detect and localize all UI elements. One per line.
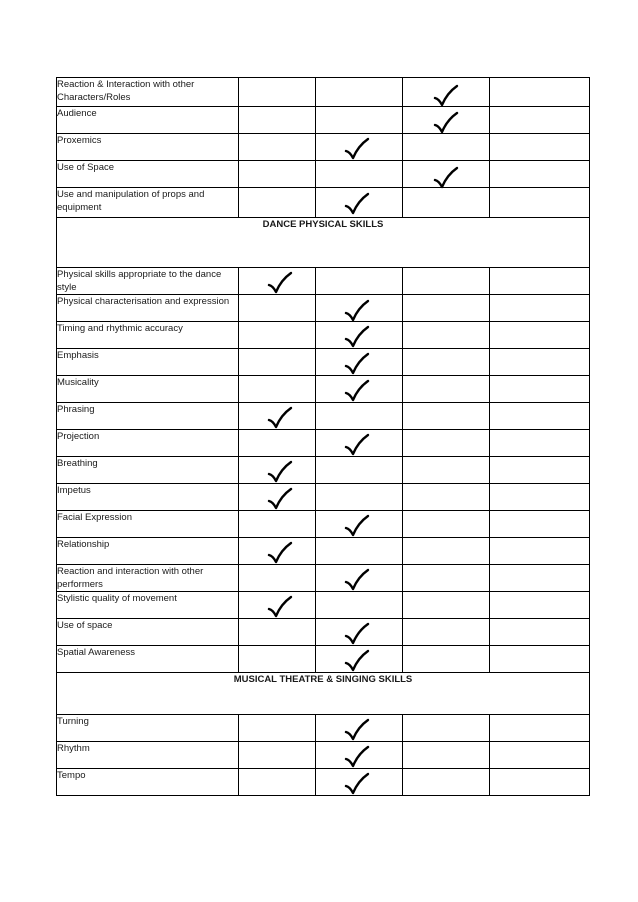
checkmark-icon [267,541,293,565]
rating-cell-2 [316,565,403,592]
rating-cell-3 [403,376,490,403]
skill-label: Physical skills appropriate to the dance style [57,268,239,295]
rating-cell-1 [239,769,316,796]
checkmark-icon [267,595,293,619]
section-heading: MUSICAL THEATRE & SINGING SKILLS [57,673,590,715]
checkmark-icon [344,568,370,592]
rating-cell-1 [239,538,316,565]
skill-label: Timing and rhythmic accuracy [57,322,239,349]
rating-cell-4 [490,430,590,457]
table-row [57,742,590,769]
table-row [57,715,590,742]
rating-cell-3 [403,349,490,376]
rating-cell-2 [316,403,403,430]
checkmark-icon [344,649,370,673]
rating-cell-1 [239,107,316,134]
rating-cell-3 [403,295,490,322]
checkmark-icon [344,772,370,796]
skill-label: Relationship [57,538,239,565]
rating-cell-3 [403,107,490,134]
rating-cell-2 [316,134,403,161]
skill-label: Turning [57,715,239,742]
checkmark-icon [344,325,370,349]
rating-cell-4 [490,161,590,188]
skill-label: Impetus [57,484,239,511]
rating-cell-4 [490,322,590,349]
skill-label: Use of space [57,619,239,646]
rating-cell-1 [239,619,316,646]
table-row [57,646,590,673]
rating-cell-2 [316,646,403,673]
rating-cell-1 [239,322,316,349]
table-row [57,107,590,134]
table-row [57,403,590,430]
rating-cell-2 [316,430,403,457]
rating-cell-4 [490,134,590,161]
rating-cell-3 [403,769,490,796]
rating-cell-2 [316,715,403,742]
rating-cell-3 [403,538,490,565]
checkmark-icon [267,271,293,295]
rating-cell-1 [239,742,316,769]
skill-label: Musicality [57,376,239,403]
checkmark-icon [344,718,370,742]
rating-cell-4 [490,484,590,511]
rating-cell-2 [316,349,403,376]
table-row [57,511,590,538]
rating-cell-4 [490,295,590,322]
section-header-row [57,218,590,268]
rating-cell-4 [490,78,590,107]
table-row [57,457,590,484]
rating-cell-2 [316,322,403,349]
checkmark-icon [344,433,370,457]
rating-cell-2 [316,742,403,769]
rating-cell-1 [239,715,316,742]
rating-cell-4 [490,619,590,646]
rating-cell-3 [403,484,490,511]
rating-cell-2 [316,107,403,134]
skill-label: Use and manipulation of props and equipment [57,188,239,218]
rating-cell-1 [239,511,316,538]
section-header-row [57,673,590,715]
rating-cell-2 [316,268,403,295]
rating-cell-4 [490,268,590,295]
skill-label: Stylistic quality of movement [57,592,239,619]
rating-cell-3 [403,161,490,188]
rating-cell-4 [490,565,590,592]
table-row [57,538,590,565]
rating-cell-4 [490,511,590,538]
rating-cell-3 [403,592,490,619]
checkmark-icon [267,487,293,511]
rating-cell-3 [403,403,490,430]
skill-label: Breathing [57,457,239,484]
checkmark-icon [344,622,370,646]
rating-cell-3 [403,430,490,457]
skill-label: Projection [57,430,239,457]
rating-cell-4 [490,403,590,430]
table-row [57,484,590,511]
rating-cell-1 [239,349,316,376]
rating-cell-4 [490,376,590,403]
skills-assessment-table [56,77,590,796]
skill-label: Reaction and interaction with other performers [57,565,239,592]
checkmark-icon [433,166,459,190]
table-row [57,161,590,188]
table-row [57,619,590,646]
table-row [57,349,590,376]
checkmark-icon [267,460,293,484]
skill-label: Proxemics [57,134,239,161]
rating-cell-3 [403,565,490,592]
table-row [57,322,590,349]
rating-cell-1 [239,78,316,107]
rating-cell-1 [239,268,316,295]
rating-cell-2 [316,769,403,796]
skill-label: Emphasis [57,349,239,376]
rating-cell-1 [239,592,316,619]
rating-cell-1 [239,484,316,511]
checkmark-icon [344,352,370,376]
rating-cell-4 [490,592,590,619]
skill-label: Audience [57,107,239,134]
rating-cell-3 [403,511,490,538]
table-row [57,430,590,457]
skill-label: Reaction & Interaction with other Characters/Roles [57,78,239,107]
rating-cell-1 [239,646,316,673]
table-row [57,134,590,161]
rating-cell-3 [403,322,490,349]
rating-cell-4 [490,188,590,218]
checkmark-icon [433,111,459,135]
checkmark-icon [344,379,370,403]
skill-label: Physical characterisation and expression [57,295,239,322]
rating-cell-1 [239,376,316,403]
rating-cell-2 [316,295,403,322]
rating-cell-3 [403,457,490,484]
checkmark-icon [267,406,293,430]
section-heading: DANCE PHYSICAL SKILLS [57,218,590,268]
rating-cell-3 [403,134,490,161]
checkmark-icon [433,84,459,108]
skill-label: Phrasing [57,403,239,430]
checkmark-icon [344,514,370,538]
rating-cell-4 [490,107,590,134]
rating-cell-2 [316,511,403,538]
skill-label: Tempo [57,769,239,796]
rating-cell-1 [239,161,316,188]
rating-cell-3 [403,619,490,646]
rating-cell-4 [490,349,590,376]
rating-cell-4 [490,646,590,673]
rating-cell-2 [316,161,403,188]
table-row [57,78,590,107]
table-row [57,769,590,796]
checkmark-icon [344,192,370,216]
rating-cell-2 [316,78,403,107]
rating-cell-3 [403,78,490,107]
rating-cell-1 [239,457,316,484]
table-row [57,376,590,403]
rating-cell-3 [403,188,490,218]
rating-cell-2 [316,592,403,619]
rating-cell-2 [316,484,403,511]
skill-label: Use of Space [57,161,239,188]
rating-cell-1 [239,188,316,218]
table-row [57,188,590,218]
rating-cell-3 [403,268,490,295]
table-row [57,268,590,295]
rating-cell-1 [239,403,316,430]
rating-cell-1 [239,430,316,457]
rating-cell-4 [490,715,590,742]
checkmark-icon [344,299,370,323]
table-row [57,295,590,322]
rating-cell-4 [490,538,590,565]
rating-cell-3 [403,742,490,769]
table-row [57,565,590,592]
rating-cell-2 [316,376,403,403]
skill-label: Facial Expression [57,511,239,538]
rating-cell-4 [490,457,590,484]
rating-cell-2 [316,457,403,484]
skill-label: Rhythm [57,742,239,769]
rating-cell-4 [490,769,590,796]
checkmark-icon [344,137,370,161]
checkmark-icon [344,745,370,769]
rating-cell-4 [490,742,590,769]
rating-cell-2 [316,619,403,646]
rating-cell-2 [316,538,403,565]
skill-label: Spatial Awareness [57,646,239,673]
rating-cell-3 [403,715,490,742]
table-row [57,592,590,619]
rating-cell-1 [239,295,316,322]
rating-cell-2 [316,188,403,218]
rating-cell-1 [239,134,316,161]
rating-cell-1 [239,565,316,592]
rating-cell-3 [403,646,490,673]
